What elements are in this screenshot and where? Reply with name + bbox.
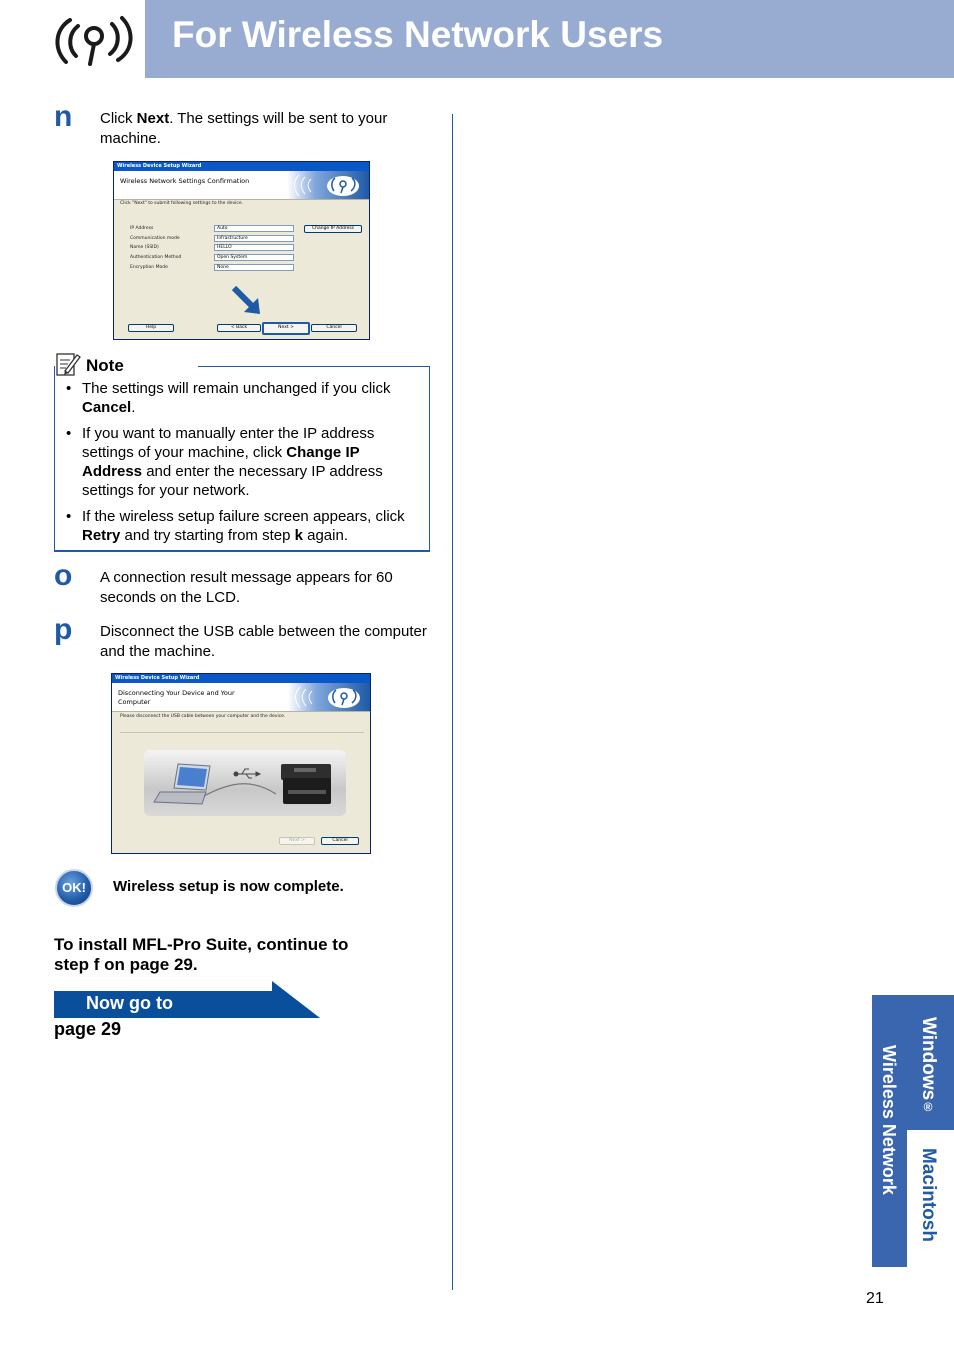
wireless-banner (287, 171, 369, 199)
row-label: Name (SSID) (130, 245, 159, 250)
back-button[interactable]: < Back (217, 324, 261, 332)
note-pencil-icon (55, 351, 81, 377)
column-divider (452, 114, 453, 1290)
note-bullet-3: • If the wireless setup failure screen appears, click Retry and try starting from step k again. (66, 508, 405, 544)
note-bullet-1: • The settings will remain unchanged if you click Cancel. (66, 380, 391, 416)
next-button[interactable]: Next > (262, 322, 310, 335)
wireless-banner-icon (287, 171, 369, 200)
ok-badge-icon: OK! (55, 869, 93, 907)
usb-disconnect-illustration (144, 750, 346, 816)
go-to-page[interactable]: page 29 (54, 1019, 122, 1039)
encryption-field: None (214, 264, 294, 271)
cancel-button[interactable]: Cancel (321, 837, 359, 845)
dialog-header (112, 683, 370, 712)
disconnect-usb-dialog (111, 673, 371, 854)
page-title: For Wireless Network Users (172, 14, 664, 55)
tab-wireless-network (872, 995, 907, 1267)
page-number: 21 (866, 1290, 884, 1307)
install-instruction: To install MFL-Pro Suite, continue to step f on page 29. (54, 935, 349, 974)
settings-confirmation-dialog (113, 161, 370, 340)
tab-windows (907, 995, 954, 1130)
dialog-heading-line1: Disconnecting Your Device and Your (118, 689, 235, 697)
note-title: Note (86, 356, 124, 375)
step-letter-p: p (54, 613, 73, 646)
dialog-instruction: Click "Next" to submit following settings to the device. (120, 201, 244, 206)
change-ip-address-button[interactable]: Change IP Address (304, 225, 362, 233)
communication-mode-field: Infrastructure (214, 235, 294, 242)
step-n-text: Click Next. The settings will be sent to your machine. (100, 110, 388, 147)
wireless-banner-icon (288, 683, 370, 712)
ip-address-field: Auto (214, 225, 294, 232)
step-o-text: A connection result message appears for 60 seconds on the LCD. (100, 569, 393, 606)
now-go-to-label: Now go to (86, 993, 173, 1013)
cancel-button[interactable]: Cancel (311, 324, 357, 332)
tab-wireless-network-label: Wireless Network (879, 1045, 899, 1195)
laptop-printer-illustration (144, 750, 346, 816)
wireless-banner (288, 683, 370, 711)
note-top-line (198, 366, 430, 367)
note-bullet-2: • If you want to manually enter the IP address settings of your machine, click Change IP Address and enter the necessary IP address settings for your network. (66, 425, 383, 499)
completion-message: Wireless setup is now complete. (113, 878, 344, 895)
tab-macintosh (907, 1132, 954, 1267)
authentication-field: Open System (214, 254, 294, 261)
dialog-separator (120, 732, 364, 733)
dialog-heading: Wireless Network Settings Confirmation (120, 177, 250, 185)
step-letter-o: o (54, 559, 73, 592)
wireless-icon (52, 12, 136, 68)
row-label: IP Address (130, 226, 154, 231)
help-button[interactable]: Help (128, 324, 174, 332)
ssid-field: HELLO (214, 244, 294, 251)
arrow-pointer-icon (230, 284, 266, 320)
dialog-titlebar: Wireless Device Setup Wizard (112, 674, 370, 683)
step-letter-n: n (54, 100, 73, 133)
row-label: Encryption Mode (130, 265, 168, 270)
tab-windows-label: Windows® (918, 1017, 939, 1115)
dialog-heading-line2: Computer (118, 698, 151, 706)
step-p-text: Disconnect the USB cable between the computer and the machine. (100, 623, 427, 660)
dialog-titlebar: Wireless Device Setup Wizard (114, 162, 369, 171)
row-label: Communication mode (130, 236, 180, 241)
row-label: Authentication Method (130, 255, 182, 260)
tab-macintosh-label: Macintosh (918, 1148, 939, 1242)
dialog-header (114, 171, 369, 200)
dialog-instruction: Please disconnect the USB cable between your computer and the device. (120, 714, 286, 719)
next-button-disabled[interactable]: Next > (279, 837, 315, 845)
